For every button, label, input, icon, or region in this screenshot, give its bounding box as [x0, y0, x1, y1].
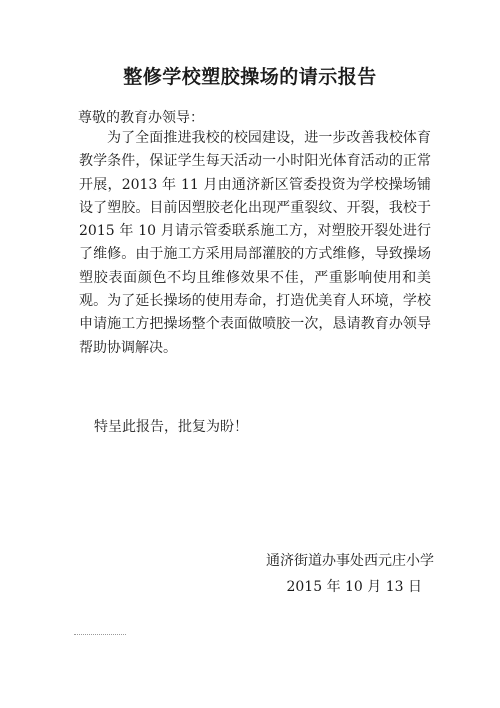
- body-paragraph: 为了全面推进我校的校园建设，进一步改善我校体育教学条件，保证学生每天活动一小时阳光体育活动的正常开展，2013 年 11 月由通济新区管委投资为学校操场铺设了塑胶。目前因塑胶老化出现严重裂纹、开裂，我校于 2015 年 10 月请示管委联系施工方，对塑胶开裂处进行了维修。由于施工方采用局部灌胶的方式维修，导致操场塑胶表面颜色不均且维修效果不佳，严重影响使用和美观。为了延长操场的使用寿命，打造优美育人环境，学校申请施工方把操场整个表面做喷胶一次，恳请教育办领导帮助协调解决。: [79, 130, 431, 356]
- salutation: 尊敬的教育办领导：: [78, 110, 204, 126]
- signing-date: 2015 年 10 月 13 日: [286, 579, 422, 595]
- closing-remark: 特呈此报告，批复为盼！: [94, 419, 248, 435]
- signer-organization: 通济街道办事处西元庄小学: [266, 553, 434, 569]
- footer-divider: [74, 634, 126, 636]
- document-title: 整修学校塑胶操场的请示报告: [123, 66, 377, 88]
